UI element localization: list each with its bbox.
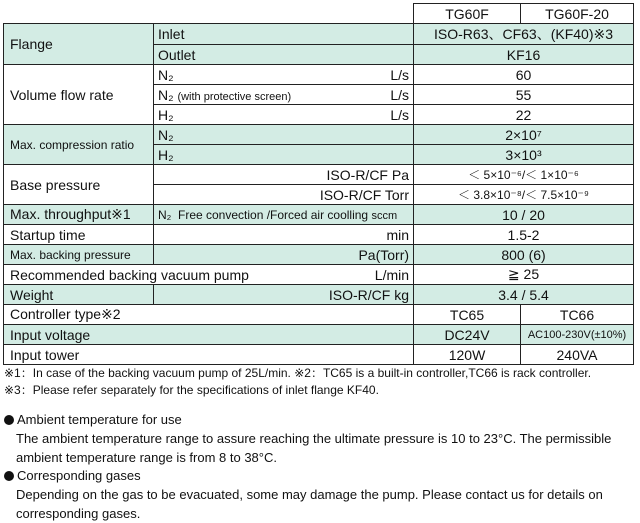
footnote-2: ※3：Please refer separately for the specifications of inlet flange KF40. <box>4 383 379 397</box>
voltage-value-1: DC24V <box>414 325 521 345</box>
note: (with protective screen) <box>177 90 292 103</box>
ambient-line-1: The ambient temperature range to assure reaching the ultimate pressure is 10 to 23°C. The permissible <box>16 431 612 446</box>
ambient-section <box>4 410 636 467</box>
unit: L/s <box>390 66 410 83</box>
header-blank <box>4 4 414 24</box>
gas: H₂ <box>158 106 174 123</box>
tower-label: Input tower <box>4 345 414 365</box>
volume-flow-label: Volume flow rate <box>4 65 154 125</box>
unit: L/s <box>390 86 410 103</box>
backing-unit: Pa(Torr) <box>154 245 414 265</box>
startup-unit: min <box>154 225 414 245</box>
cond: Free convection /Forced air coolling <box>178 207 369 222</box>
ambient-title: Ambient temperature for use <box>17 412 182 427</box>
volume-flow-row-2 <box>154 85 414 105</box>
base-pressure-value-2: ＜ 3.8×10⁻⁸/＜ 7.5×10⁻⁹ <box>414 185 634 205</box>
flange-outlet-value: KF16 <box>414 45 634 65</box>
throughput-label: Max. throughput※1 <box>4 205 154 225</box>
model-tg60f-20: TG60F-20 <box>521 4 634 24</box>
volume-flow-row-3 <box>154 105 414 125</box>
recommended-unit: L/min <box>374 266 410 283</box>
flange-label: Flange <box>4 24 154 65</box>
flange-inlet-value: ISO-R63、CF63、(KF40)※3 <box>414 24 634 45</box>
recommended-value: ≧ 25 <box>414 265 634 285</box>
model-tg60f: TG60F <box>414 4 521 24</box>
volume-flow-row-1 <box>154 65 414 85</box>
tower-value-2: 240VA <box>521 345 634 365</box>
ambient-line-2: ambient temperature range is from 8 to 38°C. <box>16 450 277 465</box>
gases-title: Corresponding gases <box>17 468 141 483</box>
compression-value-1: 2×10⁷ <box>414 125 634 145</box>
gas: N₂ <box>158 66 174 83</box>
startup-label: Startup time <box>4 225 154 245</box>
gas: N₂ <box>158 86 174 103</box>
gas: N₂ <box>158 207 172 222</box>
volume-flow-value-3: 22 <box>414 105 634 125</box>
bullet-icon <box>4 415 14 425</box>
base-pressure-label: Base pressure <box>4 165 154 205</box>
tower-value-1: 120W <box>414 345 521 365</box>
gases-section <box>4 466 636 523</box>
unit: sccm <box>371 209 398 222</box>
gases-line-2: corresponding gases. <box>16 506 141 521</box>
controller-value-1: TC65 <box>414 305 521 325</box>
throughput-value: 10 / 20 <box>414 205 634 225</box>
startup-value: 1.5-2 <box>414 225 634 245</box>
controller-value-2: TC66 <box>521 305 634 325</box>
weight-value: 3.4 / 5.4 <box>414 285 634 305</box>
compression-gas-2: H₂ <box>154 145 414 165</box>
base-pressure-unit-1: ISO-R/CF Pa <box>154 165 414 185</box>
backing-label: Max. backing pressure <box>4 245 154 265</box>
compression-value-2: 3×10³ <box>414 145 634 165</box>
weight-unit: ISO-R/CF kg <box>154 285 414 305</box>
bullet-icon <box>4 471 14 481</box>
flange-outlet-label: Outlet <box>154 45 414 65</box>
base-pressure-value-1: ＜ 5×10⁻⁶/＜ 1×10⁻⁶ <box>414 165 634 185</box>
flange-inlet-label: Inlet <box>154 24 414 45</box>
recommended-row <box>4 265 414 285</box>
weight-label: Weight <box>4 285 154 305</box>
throughput-conditions <box>154 205 414 225</box>
backing-value: 800 (6) <box>414 245 634 265</box>
voltage-label: Input voltage <box>4 325 414 345</box>
volume-flow-value-1: 60 <box>414 65 634 85</box>
compression-label: Max. compression ratio <box>4 125 154 165</box>
voltage-value-2: AC100-230V(±10%) <box>521 325 634 345</box>
recommended-label: Recommended backing vacuum pump <box>10 266 249 283</box>
spec-table <box>3 3 634 365</box>
gases-line-1: Depending on the gas to be evacuated, some may damage the pump. Please contact us for details on <box>16 487 603 502</box>
base-pressure-unit-2: ISO-R/CF Torr <box>154 185 414 205</box>
footnote-1: ※1：In case of the backing vacuum pump of 25L/min. ※2：TC65 is a built-in controller,TC66 is rack controller. <box>4 366 592 380</box>
controller-label: Controller type※2 <box>4 305 414 325</box>
footnotes <box>4 365 636 399</box>
unit: L/s <box>390 106 410 123</box>
compression-gas-1: N₂ <box>154 125 414 145</box>
volume-flow-value-2: 55 <box>414 85 634 105</box>
